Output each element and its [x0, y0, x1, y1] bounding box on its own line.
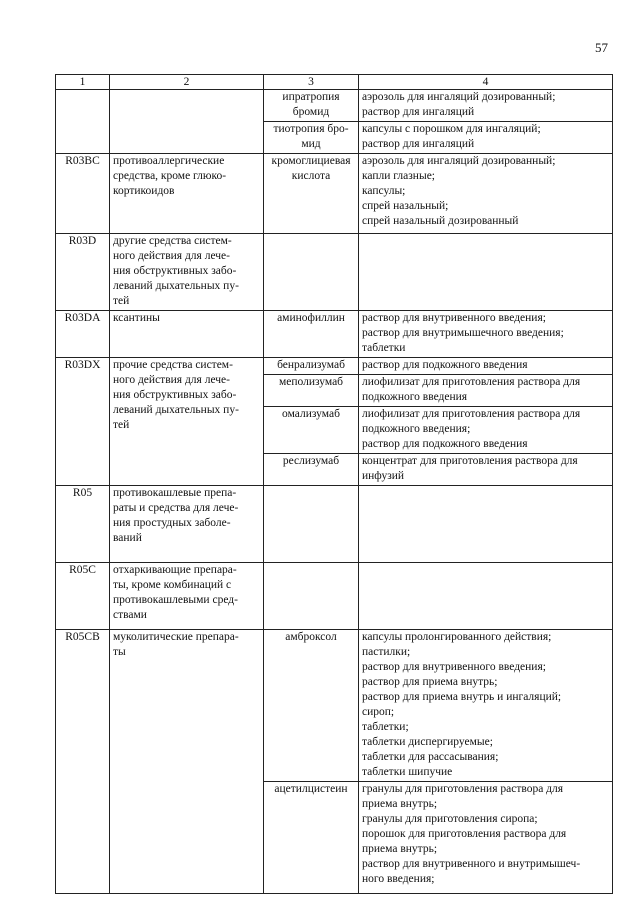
- dosage-form-line: инфузий: [362, 470, 405, 482]
- table-body: [56, 90, 613, 894]
- dosage-form-line: спрей назальный дозированный: [362, 215, 519, 227]
- atc-code-cell: R03DX: [56, 358, 110, 486]
- group-name-line: ксантины: [113, 312, 160, 324]
- group-name-line: ты, кроме комбинаций с: [113, 579, 232, 591]
- dosage-forms-cell: [359, 375, 613, 407]
- drug-name-cell: [264, 782, 359, 894]
- drug-name-cell: [264, 375, 359, 407]
- group-name-line: тей: [113, 419, 130, 431]
- drug-classification-table: [55, 74, 613, 894]
- dosage-form-line: капсулы;: [362, 185, 406, 197]
- dosage-form-line: лиофилизат для приготовления раствора для: [362, 408, 581, 420]
- drug-name-line: кислота: [291, 170, 331, 182]
- dosage-form-line: таблетки для рассасывания;: [362, 751, 499, 763]
- table-row: [56, 630, 613, 782]
- dosage-form-line: сироп;: [362, 706, 395, 718]
- drug-name-line: меполизумаб: [278, 376, 344, 388]
- dosage-form-line: раствор для ингаляций: [362, 138, 475, 150]
- dosage-form-line: приема внутрь;: [362, 798, 438, 810]
- dosage-form-line: порошок для приготовления раствора для: [362, 828, 567, 840]
- dosage-form-line: капли глазные;: [362, 170, 435, 182]
- dosage-forms-cell: [359, 154, 613, 234]
- drug-name-line: реслизумаб: [282, 455, 340, 467]
- dosage-form-line: таблетки;: [362, 721, 409, 733]
- group-name-line: ствами: [113, 609, 147, 621]
- atc-code-cell: R03DA: [56, 311, 110, 358]
- dosage-forms-cell: [359, 358, 613, 375]
- atc-code-cell: [56, 90, 110, 154]
- drug-name-cell: [264, 358, 359, 375]
- drug-name-line: мид: [301, 138, 321, 150]
- dosage-forms-cell: [359, 563, 613, 630]
- group-name-cell: [110, 90, 264, 154]
- dosage-form-line: раствор для подкожного введения: [362, 438, 528, 450]
- dosage-form-line: гранулы для приготовления сиропа;: [362, 813, 538, 825]
- group-name-line: ного действия для лече-: [113, 250, 230, 262]
- dosage-forms-cell: [359, 407, 613, 454]
- dosage-form-line: аэрозоль для ингаляций дозированный;: [362, 155, 556, 167]
- dosage-form-line: таблетки: [362, 342, 406, 354]
- group-name-line: противоаллергические: [113, 155, 225, 167]
- table-row: [56, 486, 613, 563]
- drug-name-line: ацетилцистеин: [274, 783, 348, 795]
- drug-name-cell: [264, 630, 359, 782]
- dosage-form-line: раствор для приема внутрь и ингаляций;: [362, 691, 562, 703]
- dosage-forms-cell: [359, 122, 613, 154]
- dosage-form-line: раствор для внутривенного и внутримышеч-: [362, 858, 581, 870]
- table-row: [56, 154, 613, 234]
- atc-code-cell: R05: [56, 486, 110, 563]
- group-name-line: ния обструктивных забо-: [113, 389, 237, 401]
- drug-name-line: омализумаб: [282, 408, 340, 420]
- column-header: 3: [264, 75, 359, 90]
- dosage-form-line: раствор для приема внутрь;: [362, 676, 498, 688]
- table-row: [56, 563, 613, 630]
- dosage-form-line: лиофилизат для приготовления раствора для: [362, 376, 581, 388]
- dosage-form-line: раствор для внутримышечного введения;: [362, 327, 564, 339]
- dosage-form-line: ного введения;: [362, 873, 435, 885]
- dosage-form-line: раствор для внутривенного введения;: [362, 661, 546, 673]
- table-row: [56, 358, 613, 375]
- dosage-form-line: спрей назальный;: [362, 200, 449, 212]
- group-name-line: муколитические препара-: [113, 631, 239, 643]
- drug-name-cell: [264, 407, 359, 454]
- dosage-form-line: подкожного введения;: [362, 423, 471, 435]
- group-name-line: противокашлевые препа-: [113, 487, 237, 499]
- dosage-form-line: аэрозоль для ингаляций дозированный;: [362, 91, 556, 103]
- dosage-form-line: таблетки шипучие: [362, 766, 453, 778]
- group-name-line: ного действия для лече-: [113, 374, 230, 386]
- group-name-cell: [110, 486, 264, 563]
- dosage-form-line: гранулы для приготовления раствора для: [362, 783, 564, 795]
- atc-code-cell: R03D: [56, 234, 110, 311]
- dosage-forms-cell: [359, 782, 613, 894]
- drug-name-line: кромоглициевая: [271, 155, 351, 167]
- group-name-line: ния обструктивных забо-: [113, 265, 237, 277]
- dosage-forms-cell: [359, 234, 613, 311]
- drug-name-line: тиотропия бро-: [273, 123, 349, 135]
- drug-name-line: аминофиллин: [277, 312, 345, 324]
- header-row: [56, 75, 613, 90]
- group-name-cell: [110, 311, 264, 358]
- group-name-line: отхаркивающие препара-: [113, 564, 237, 576]
- group-name-line: раты и средства для лече-: [113, 502, 239, 514]
- table-row: [56, 311, 613, 358]
- drug-name-line: амброксол: [285, 631, 337, 643]
- column-header: 4: [359, 75, 613, 90]
- table-row: [56, 234, 613, 311]
- drug-name-cell: [264, 311, 359, 358]
- dosage-form-line: раствор для ингаляций: [362, 106, 475, 118]
- drug-name-line: бромид: [292, 106, 330, 118]
- dosage-form-line: пастилки;: [362, 646, 411, 658]
- drug-name-cell: [264, 90, 359, 122]
- drug-name-cell: [264, 154, 359, 234]
- drug-name-cell: [264, 122, 359, 154]
- atc-code-cell: R05C: [56, 563, 110, 630]
- drug-name-line: бенрализумаб: [277, 359, 345, 371]
- page-number: 57: [595, 40, 608, 55]
- dosage-form-line: капсулы пролонгированного действия;: [362, 631, 552, 643]
- dosage-form-line: подкожного введения: [362, 391, 468, 403]
- drug-name-line: ипратропия: [282, 91, 340, 103]
- group-name-line: прочие средства систем-: [113, 359, 233, 371]
- dosage-form-line: таблетки диспергируемые;: [362, 736, 493, 748]
- group-name-line: леваний дыхательных пу-: [113, 280, 239, 292]
- dosage-form-line: приема внутрь;: [362, 843, 438, 855]
- drug-name-cell: [264, 486, 359, 563]
- dosage-form-line: раствор для внутривенного введения;: [362, 312, 546, 324]
- atc-code-cell: R05CB: [56, 630, 110, 894]
- group-name-line: ваний: [113, 532, 142, 544]
- dosage-forms-cell: [359, 454, 613, 486]
- group-name-line: кортикоидов: [113, 185, 175, 197]
- group-name-line: ния простудных заболе-: [113, 517, 231, 529]
- group-name-cell: [110, 154, 264, 234]
- drug-name-cell: [264, 234, 359, 311]
- column-header: 2: [110, 75, 264, 90]
- dosage-forms-cell: [359, 630, 613, 782]
- drug-name-cell: [264, 563, 359, 630]
- atc-code-cell: R03BC: [56, 154, 110, 234]
- group-name-line: другие средства систем-: [113, 235, 232, 247]
- dosage-form-line: концентрат для приготовления раствора для: [362, 455, 578, 467]
- group-name-line: средства, кроме глюко-: [113, 170, 227, 182]
- group-name-cell: [110, 563, 264, 630]
- group-name-line: тей: [113, 295, 130, 307]
- dosage-forms-cell: [359, 486, 613, 563]
- dosage-form-line: раствор для подкожного введения: [362, 359, 528, 371]
- table-row: [56, 90, 613, 122]
- group-name-line: ты: [113, 646, 126, 658]
- group-name-cell: [110, 358, 264, 486]
- column-header: 1: [56, 75, 110, 90]
- dosage-form-line: капсулы с порошком для ингаляций;: [362, 123, 541, 135]
- dosage-forms-cell: [359, 90, 613, 122]
- drug-name-cell: [264, 454, 359, 486]
- group-name-cell: [110, 234, 264, 311]
- dosage-forms-cell: [359, 311, 613, 358]
- group-name-cell: [110, 630, 264, 894]
- group-name-line: леваний дыхательных пу-: [113, 404, 239, 416]
- group-name-line: противокашлевыми сред-: [113, 594, 238, 606]
